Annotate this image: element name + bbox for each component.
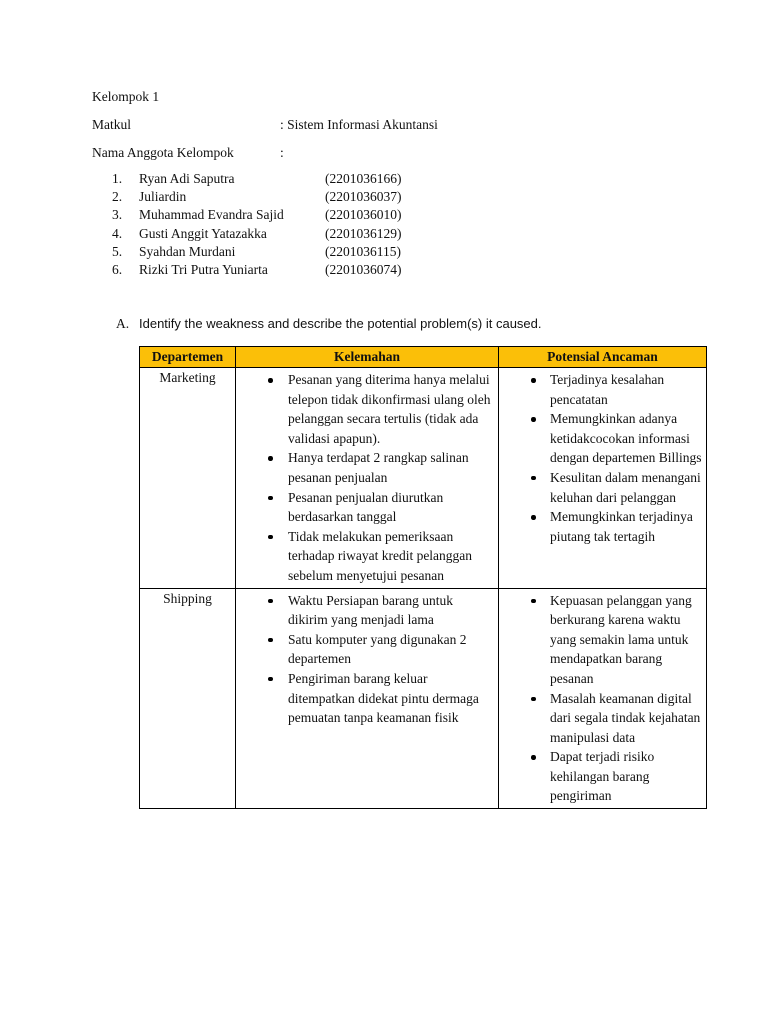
- member-name: Gusti Anggit Yatazakka: [139, 225, 267, 241]
- threat-item: Memungkinkan terjadinya piutang tak tertagih: [503, 507, 702, 546]
- threat-item: Dapat terjadi risiko kehilangan barang pengiriman: [503, 747, 702, 806]
- member-name: Syahdan Murdani: [139, 243, 236, 259]
- table-row-marketing: [140, 368, 707, 589]
- section-a-heading: [116, 316, 542, 332]
- member-id: (2201036074): [325, 261, 402, 277]
- members-label: Nama Anggota Kelompok: [92, 145, 234, 160]
- member-name: Muhammad Evandra Sajid: [139, 207, 284, 223]
- weakness-item: Pesanan yang diterima hanya melalui telepon tidak dikonfirmasi ulang oleh pelanggan secara tertulis (tidak ada validasi apapun).: [240, 370, 494, 448]
- threat-item: Terjadinya kesalahan pencatatan: [503, 370, 702, 409]
- member-name: Rizki Tri Putra Yuniarta: [139, 261, 268, 277]
- header-threat: Potensial Ancaman: [499, 347, 707, 368]
- header-weakness: Kelemahan: [236, 347, 499, 368]
- threat-item: Memungkinkan adanya ketidakcocokan informasi dengan departemen Billings: [503, 409, 702, 468]
- member-id: (2201036166): [325, 171, 402, 186]
- department-cell: Marketing: [140, 368, 236, 589]
- member-id: (2201036037): [325, 189, 402, 205]
- section-question: Identify the weakness and describe the potential problem(s) it caused.: [139, 316, 542, 331]
- table-header-row: [140, 347, 707, 368]
- weakness-item: Hanya terdapat 2 rangkap salinan pesanan penjualan: [240, 448, 494, 487]
- threat-item: Masalah keamanan digital dari segala tindak kejahatan manipulasi data: [503, 689, 702, 748]
- member-id: (2201036129): [325, 225, 402, 241]
- member-name: Ryan Adi Saputra: [139, 171, 235, 186]
- member-item: [112, 243, 402, 261]
- table-row-shipping: [140, 588, 707, 809]
- member-number: 1.: [112, 171, 123, 186]
- member-number: 5.: [112, 243, 123, 259]
- member-item: [112, 261, 402, 279]
- member-item: [112, 170, 402, 188]
- group-title: Kelompok 1: [92, 89, 160, 104]
- member-item: [112, 225, 402, 243]
- member-number: 4.: [112, 225, 123, 241]
- weakness-item: Waktu Persiapan barang untuk dikirim yang menjadi lama: [240, 591, 494, 630]
- weakness-item: Pengiriman barang keluar ditempatkan didekat pintu dermaga pemuatan tanpa keamanan fisik: [240, 669, 494, 728]
- course-value: : Sistem Informasi Akuntansi: [280, 117, 438, 132]
- member-id: (2201036115): [325, 243, 401, 259]
- member-list: [112, 170, 402, 279]
- weakness-item: Tidak melakukan pemeriksaan terhadap riwayat kredit pelanggan sebelum menyetujui pesanan: [240, 527, 494, 586]
- weakness-cell: [236, 588, 499, 809]
- member-number: 2.: [112, 189, 123, 205]
- threat-cell: [499, 588, 707, 809]
- threat-item: Kesulitan dalam menangani keluhan dari pelanggan: [503, 468, 702, 507]
- member-number: 3.: [112, 207, 123, 223]
- member-number: 6.: [112, 261, 123, 277]
- department-cell: Shipping: [140, 588, 236, 809]
- member-item: [112, 188, 402, 206]
- member-id: (2201036010): [325, 207, 402, 223]
- section-letter: A.: [116, 316, 130, 331]
- header-department: Departemen: [140, 347, 236, 368]
- course-label: Matkul: [92, 117, 131, 132]
- weakness-cell: [236, 368, 499, 589]
- threat-cell: [499, 368, 707, 589]
- weakness-table: [139, 346, 707, 809]
- threat-item: Kepuasan pelanggan yang berkurang karena waktu yang semakin lama untuk mendapatkan barang pesanan: [503, 591, 702, 689]
- weakness-item: Pesanan penjualan diurutkan berdasarkan tanggal: [240, 488, 494, 527]
- member-item: [112, 206, 402, 224]
- weakness-item: Satu komputer yang digunakan 2 departemen: [240, 630, 494, 669]
- member-name: Juliardin: [139, 189, 187, 205]
- members-colon: :: [280, 145, 284, 160]
